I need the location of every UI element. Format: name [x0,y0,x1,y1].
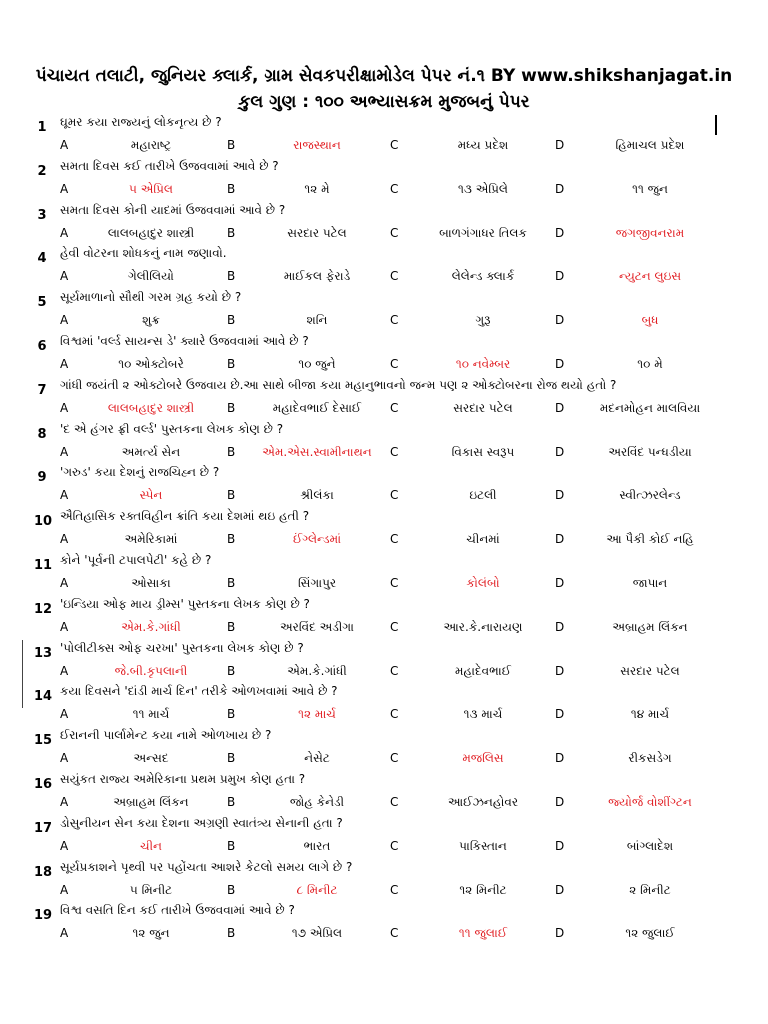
option-row [0,576,768,594]
option-value: ૧૩ માર્ચ [463,707,503,722]
question-item [0,422,768,466]
option-letter: B [227,181,236,196]
option-row [0,226,768,244]
option-value-correct: સ્પેન [139,488,163,503]
option-letter: D [555,707,565,722]
question-text: સૂર્યપ્રકાશને પૃથ્વી પર પહોંચતા આશરે કેટલો સમય લાગે છે ? [60,859,353,874]
option-letter: A [60,575,69,590]
option-letter: B [227,794,236,809]
question-item [0,684,768,728]
option-letter: C [390,488,399,503]
question-number: 3 [37,207,47,223]
option-value-correct: લાલબહાદુર શાસ્ત્રી [107,400,195,415]
question-item [0,509,768,553]
option-row [0,620,768,638]
option-row [0,357,768,375]
option-value: એમ.કે.ગાંધી [287,663,347,678]
question-number: 19 [34,908,53,924]
option-row [0,839,768,857]
option-value: ૫ મિનીટ [129,882,173,897]
question-number: 5 [37,295,47,311]
question-number: 4 [37,251,47,267]
question-number: 12 [34,601,53,617]
option-value: ઇટલી [469,488,497,503]
question-number: 10 [34,514,53,530]
option-letter: C [390,532,399,547]
option-value-correct: બુધ [641,313,659,328]
option-value-correct: મજલિસ [462,751,504,766]
option-letter: C [390,225,399,240]
option-letter: D [555,882,565,897]
question-text: સમતા દિવસ કઈ તારીખે ઉજવવામાં આવે છે ? [60,158,279,173]
option-letter: B [227,225,236,240]
option-value: ભારત [303,838,331,853]
question-item [0,465,768,509]
option-letter: B [227,532,236,547]
option-value: ઓસાકા [131,575,171,590]
option-letter: B [227,838,236,853]
option-letter: B [227,663,236,678]
option-letter: A [60,356,69,371]
question-item [0,334,768,378]
option-value: લાલબહાદુર શાસ્ત્રી [107,225,195,240]
option-value: ૧૦ મે [637,356,663,371]
option-value: ૧૭ એપ્રિલ [291,926,343,941]
option-value: સરદાર પટેલ [287,225,347,240]
page-subtitle: કુલ ગુણ : ૧૦૦ અભ્યાસક્રમ મુજબનું પેપર [238,92,530,112]
question-text: સૂર્યમાળાનો સૌથી ગરમ ગ્રહ કયો છે ? [60,290,242,305]
question-number: 8 [37,426,47,442]
option-letter: D [555,181,565,196]
option-letter: D [555,926,565,941]
question-text: 'ગરુડ' કયા દેશનું રાજચિહ્ન છે ? [60,465,220,480]
option-value: જાપાન [632,575,668,590]
option-letter: D [555,225,565,240]
option-value: નેસેટ [304,751,330,766]
option-value: ૧૨ જુન [132,926,170,941]
option-row [0,707,768,725]
option-row [0,445,768,463]
question-text: ગાંધી જયંતી ૨ ઓક્ટોબરે ઉજવાય છે.આ સાથે બીજા કયા મહાનુભાવનો જન્મ પણ ૨ ઓક્ટોબરના રોજ થયો હતો ? [60,377,617,392]
question-text: કોને 'પૂર્વની ટપાલપેટી' કહે છે ? [60,552,212,567]
option-letter: B [227,619,236,634]
option-value: ૧૨ મે [304,181,330,196]
option-letter: B [227,444,236,459]
question-item [0,203,768,247]
option-letter: D [555,313,565,328]
option-value: ગેલીલિયો [128,269,174,284]
option-letter: A [60,444,69,459]
option-value-correct: ઈંગ્લેન્ડમાં [292,532,342,547]
option-value-correct: ૧૦ નવેમ્બર [455,356,511,371]
option-letter: B [227,751,236,766]
option-letter: B [227,488,236,503]
option-value: સ્વીત્ઝરલેન્ડ [619,488,681,503]
option-value: મધ્ય પ્રદેશ [457,138,509,152]
option-letter: C [390,138,399,152]
question-number: 18 [34,864,53,880]
option-letter: B [227,926,236,941]
question-item [0,728,768,772]
question-text: ઈરાનની પાર્લામેન્ટ કયા નામે ઓળખાય છે ? [60,728,272,743]
option-row [0,313,768,331]
question-text: 'પોલીટીક્સ ઓફ ચરખા' પુસ્તકના લેખક કોણ છે ? [60,640,304,655]
option-value: અબ્રાહમ લિંકન [612,619,688,634]
option-letter: A [60,794,69,809]
question-number: 2 [37,163,47,179]
option-letter: A [60,181,69,196]
option-letter: C [390,707,399,722]
option-letter: A [60,751,69,766]
option-letter: D [555,356,565,371]
option-letter: A [60,707,69,722]
option-value-correct: ન્યુટન લુઇસ [618,269,682,284]
option-letter: B [227,575,236,590]
option-value-correct: ચીન [140,838,162,853]
option-letter: A [60,882,69,897]
option-letter: D [555,269,565,284]
option-value-correct: કોલંબો [466,575,500,590]
option-value: મહાદેવભાઈ દેસાઈ [272,400,362,415]
option-value: શનિ [306,313,328,328]
option-letter: A [60,488,69,503]
option-row [0,926,768,944]
option-value: ગુરૂ [475,313,491,328]
option-value: બાળગંગાધર તિલક [439,225,527,240]
option-value: સિંગાપુર [297,575,337,590]
question-number: 7 [37,382,47,398]
question-list [0,115,768,947]
question-number: 14 [34,689,53,705]
question-item [0,597,768,641]
question-number: 17 [34,820,53,836]
option-value: ચીનમાં [466,532,500,547]
option-value: રીકસડેગ [628,751,672,766]
option-value: ૧૧ માર્ચ [132,707,170,722]
option-letter: A [60,838,69,853]
option-letter: C [390,313,399,328]
option-row [0,532,768,550]
option-value: અમર્ત્ય સેન [121,444,181,459]
option-letter: C [390,882,399,897]
option-value: સરદાર પટેલ [453,400,513,415]
option-letter: C [390,794,399,809]
option-row [0,138,768,156]
question-text: કયા દિવસને 'દાંડી માર્ચ દિન' તરીકે ઓળખવામાં આવે છે ? [60,684,338,699]
option-letter: C [390,356,399,371]
question-number: 16 [34,776,53,792]
option-value: ૧૦ ઓક્ટોબરે [118,356,184,371]
option-letter: B [227,707,236,722]
option-value: મહાદેવભાઈ [455,663,511,678]
option-row [0,488,768,506]
option-value: ૧૨ જુલાઈ [625,926,675,941]
option-letter: C [390,575,399,590]
option-value-correct: ૫ એપ્રિલ [129,181,173,196]
option-value: મહારાષ્ટ્ર [130,138,172,152]
option-letter: D [555,663,565,678]
option-letter: C [390,269,399,284]
option-letter: B [227,882,236,897]
option-letter: C [390,181,399,196]
option-letter: D [555,400,565,415]
option-row [0,269,768,287]
question-item [0,553,768,597]
option-letter: D [555,444,565,459]
question-number: 9 [37,470,47,486]
question-number: 15 [34,733,53,749]
option-letter: C [390,444,399,459]
option-value: ૧૨ મિનીટ [459,882,507,897]
option-letter: C [390,926,399,941]
option-value-correct: ૧૨ માર્ચ [298,707,336,722]
option-letter: D [555,838,565,853]
option-letter: A [60,225,69,240]
option-value: હિમાચલ પ્રદેશ [615,138,685,152]
question-item [0,641,768,685]
option-value: ૧૦ જુને [298,356,336,371]
option-letter: D [555,794,565,809]
option-letter: A [60,138,69,152]
question-number: 1 [37,120,47,135]
option-letter: B [227,313,236,328]
question-number: 11 [34,557,53,573]
option-value: ૨ મિનીટ [629,882,671,897]
option-value-correct: એમ.કે.ગાંધી [121,619,181,634]
option-letter: B [227,356,236,371]
option-row [0,664,768,682]
question-text: 'દ એ હંગર ફ્રી વર્લ્ડ' પુસ્તકના લેખક કોણ છે ? [60,421,284,436]
question-item [0,378,768,422]
option-value: ૧૧ જુન [632,181,668,196]
option-value-correct: એમ.એસ.સ્વામીનાથન [262,444,372,459]
option-value: લેલેન્ડ ક્લાર્ક [451,269,515,284]
option-letter: A [60,532,69,547]
question-text: સમતા દિવસ કોની યાદમાં ઉજવવામાં આવે છે ? [60,202,286,217]
option-value: આ પૈકી કોઈ નહિ [606,532,694,547]
question-text: વિશ્વમાં 'વર્લ્ડ સાયન્સ ડે' ક્યારે ઉજવવામાં આવે છે ? [60,333,309,348]
question-item [0,772,768,816]
option-value: વિકાસ સ્વરૂપ [451,444,515,459]
option-letter: A [60,400,69,415]
question-text: હેવી વોટરના શોધકનું નામ જણાવો. [60,246,227,261]
option-letter: B [227,138,236,152]
option-value: મદનમોહન માલવિયા [599,400,701,415]
question-text: ઘૂમર કયા રાજ્યનું લોકનૃત્ય છે ? [60,115,222,129]
question-item [0,903,768,947]
option-letter: D [555,488,565,503]
option-letter: B [227,269,236,284]
option-value: સરદાર પટેલ [620,663,680,678]
option-row [0,182,768,200]
question-text: સયુંકત રાજ્ય અમેરિકાના પ્રથમ પ્રમુખ કોણ હતા ? [60,771,306,786]
option-letter: A [60,269,69,284]
option-value-correct: ૮ મિનીટ [296,882,338,897]
option-letter: A [60,313,69,328]
question-item [0,246,768,290]
option-letter: B [227,400,236,415]
option-letter: D [555,751,565,766]
option-letter: A [60,926,69,941]
option-value-correct: જ્યોર્જ વોશીંગ્ટન [608,794,692,809]
option-letter: A [60,663,69,678]
option-value: ૧૩ એપ્રિલે [458,181,508,196]
option-value: અન્સદ [133,751,169,766]
question-number: 6 [37,338,47,354]
option-value: માઈકલ ફેરાડે [283,269,351,284]
option-letter: D [555,138,565,152]
option-letter: C [390,838,399,853]
question-text: 'ઇન્ડિયા ઓફ માય ડ્રીમ્સ' પુસ્તકના લેખક કોણ છે ? [60,596,310,611]
option-value: શુક્ર [142,313,160,328]
option-value: પાકિસ્તાન [459,838,507,853]
option-row [0,751,768,769]
question-number: 13 [34,645,53,661]
option-value: બાંગ્લાદેશ [626,838,674,853]
option-value: અરવિંદ પન્ધડીયા [608,444,692,459]
option-value: શ્રીલંકા [300,488,334,503]
option-value: જોહ કેનેડી [289,794,345,809]
option-value: અમેરિકામાં [124,532,178,547]
question-item [0,115,768,159]
option-value: ૧૪ માર્ચ [630,707,670,722]
option-letter: C [390,751,399,766]
option-letter: D [555,532,565,547]
question-text: ડોસુનીયન સેન કયા દેશના અગ્રણી સ્વાતંત્ર્ય સેનાની હતા ? [60,815,343,830]
question-text: વિશ્વ વસતિ દિન કઈ તારીખે ઉજવવામાં આવે છે ? [60,903,295,918]
question-item [0,159,768,203]
question-item [0,816,768,860]
option-value: અબ્રાહમ લિંકન [113,794,189,809]
option-letter: D [555,619,565,634]
option-letter: A [60,619,69,634]
option-row [0,795,768,813]
option-letter: C [390,619,399,634]
question-text: ઐતિહાસિક રક્તવિહીન ક્રાંતિ કયા દેશમાં થઇ હતી ? [60,509,310,524]
option-value-correct: જે.બી.કૃપલાની [114,663,188,678]
page-title: પંચાયત તલાટી, જુનિયર ક્લાર્ક, ગ્રામ સેવકપરીક્ષામોડેલ પેપર નં.૧ BY www.shikshanjagat.in [35,66,733,86]
option-row [0,883,768,901]
option-letter: C [390,400,399,415]
option-value-correct: જગજીવનરામ [615,225,685,240]
option-value: અરવિંદ અડીગા [280,619,354,634]
option-letter: D [555,575,565,590]
question-item [0,860,768,904]
option-letter: C [390,663,399,678]
option-value: આર.કે.નારાયણ [443,619,523,634]
option-value-correct: રાજસ્થાન [293,138,341,152]
question-item [0,290,768,334]
option-value: આઈઝનહોવર [447,794,519,809]
option-value-correct: ૧૧ જુલાઈ [458,926,508,941]
option-row [0,401,768,419]
